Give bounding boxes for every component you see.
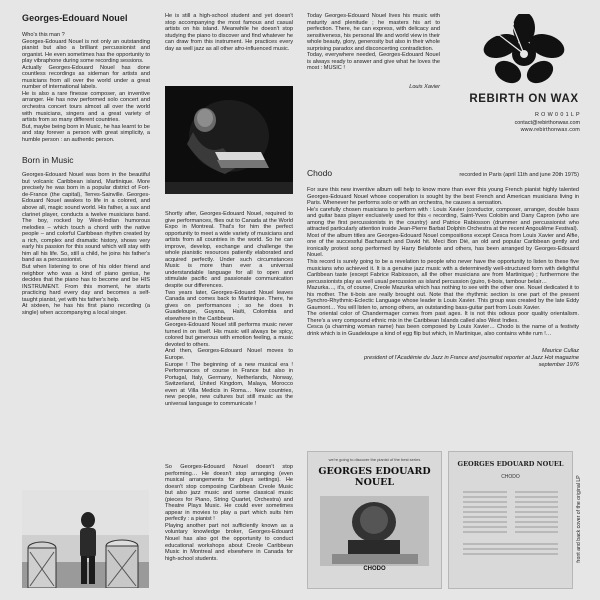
website-link[interactable]: www.rebirthonwax.com [520,127,580,133]
signature-name: Maurice Cullaz [542,347,579,354]
front-cover-banner: we're going to discover the pianist of the best series [328,457,421,462]
signature-louis-xavier: Louis Xavier [409,83,440,90]
front-cover-photo [308,492,441,572]
column-2-bottom [165,464,293,562]
signature-date: september 1976 [538,361,579,368]
front-cover-artist: GEORGES EDOUARD NOUEL [318,466,431,488]
born-in-music-heading: Born in Music [22,155,74,166]
career-text: Shortly after, Georges-Edouard Nouel, required to give performances, flies out to Canada at the World Expo in Montreal. That's for him the perfect opportunity to meet a wide variety of musicians and artists from all countries in the world. So he can improve, develop, exchange and challenge the whole pianistic resources patiently elaborated and acquired perfectly. Under such circumstances Music is more than ever a universal understandable language for all to open and stimulate pacific and passionate communication despite our differences. Two years later, Georges-Edouard Nouel leaves Canada and comes back to Martinique. There, he gives on performances ; so he does in Guadeloupe, Guyana, Haïti, Colombia and elsewhere in the Caribbean. Georges-Edouard Nouel still performs music never turned in on itself. His music will always be spicy, colored but generous with emotion feeling, a music devoted to others. And then, Georges-Edouard Nouel moves to Europe. Europe ! The beginning of a new musical era ! Performances of course in France but also in Portugal, Italy, Germany, Netherlands, Norway, Switzerland, United Kingdom, Malaya, Morocco even at Villa Medicis in Roma… New countries, new people, new cultures but still music as the universal language to communicate ! [165,211,293,407]
front-cover-title: CHODO [363,566,386,572]
column-2-top [165,13,293,52]
recording-info: recorded in Paris (april 11th and june 20th 1975) [459,172,579,178]
back-cover-image [448,451,573,589]
today-text: Today Georges-Edouard Nouel lives his music with maturity and plenitude ; he masters his art to perfection. There, he can express, with delicacy and sensitiveness, his personal life and world view in their whole beauty, glory, generosity but also in their whole surprising paradox and disconcerting contradiction. Today, everywhere needed, Georges-Edouard Nouel is always ready to answer and give what he loves the most : MUSIC ! [307,13,440,72]
back-cover-liner-notes [449,484,572,584]
chodo-text: For sure this new inventive album will help to know more than ever this young French pianist highly talented Georges-Edouard Nouel whose cooperation is sought by the best French and American musicians living in Paris. Whenever he performs solo or with an orchestra, he causes a sensation. He's carefully chosen musicians to perform with : Louis Xavier (conductor, composer, arranger, double bass and guitar bass player exclusively used for this « recording, Saint-Yves Colobin and Dany Capron (who are among the first percussionists in the country) and Patrice Rabiosson (drummer and percussionist who attracted particularly attention inside Jean-Pierre Barbat Dolphin Orchestra at the recent Angoulême Festival). Most of the album titles are Georges-Edouard Nouel compositions except Cesca from Louis Xavier and Alfie, one of the successful Bacharach and David hit. Meci Bon Dié, an old and popular Caribbean gently and ironically protest song performed by Harry Belafonte and others, has been arranged by Georges-Edouard Nouel. This record is surely going to be a revelation to people who never have the opportunity to listen to these five musicians who achieved it. It is a genuine jazz music with a determinedly well-structured form with delightful Caribbean taste (except Fabrice Rabiosson, all the other musicians are from Martinique) ; furthermore the percussionists play as well usual percussion as island percussion (guiro, ti-bois, tambour belair… Mazurka…, it's, of course, Creole Mazurka which has nothing to see with the other one. Nouel dedicated it to his mother. The ti-bois are really brought out. Note that the rhythmic section is one part of the present Synchro-Rhythmic-Eclectic Language whose leader is Louis Xavier. This group was created by the late Eddy Gaumont… You will listen to, among others, an outstanding bass-guitar part from Louis Xavier. The oriental color of Chandermager comes from past ages. It is not this odious poor quality orientalism. There's a very compound ethnic mix in the Caribbean Islands called also West Indies. Cesca (a charming woman name) has been composed by Louis Xavier… Chodo is the name of a festivity drink which is in Guadeloupe a kind of egg flip but which, in Martinique, also contains white rum !… [307,187,579,338]
chodo-section [307,168,579,369]
column-2-mid [165,211,293,407]
signature-title: president of l'Académie du Jazz in France and journalist reporter at Jazz Hot magazine [364,354,579,361]
intro-text: Who's this man ? Georges-Edouard Nouel is not only an outstanding pianist but also a brilliant percussionist and organist. He even sometimes has the opportunity to play vibraphone during some recording sessions. Actually Georges-Edouard Nouel has done countless recordings as sideman for artists and musicians from all over the world under a great number of international labels. He is also a rare finesse composer, an inventive arranger. He has now performed solo concert and orchestra concert tours almost all over the world with musicians, singers and a great variety of artists from so many different countries. But, maybe being born in Music, he has learnt to be and stay forever a person with great simplicity, a humble person : an authentic person. [22,32,150,143]
school-text: He is still a high-school student and yet doesn't stop accompanying the most famous and casual artists on his island. Meanwhile he doesn't stop studying the piano to discover and find whatever he can draw from this instrument. He practices every day as well jazz as all other afro-influenced music. [165,13,293,52]
catalog-number: R O W 0 0 1 L P [534,112,580,118]
front-cover-image [307,451,442,589]
label-logo [468,14,580,144]
born-in-music-text: Georges-Edouard Nouel was born in the beautiful but volcanic Caribbean island, Martinique. More precisely he was born in a popular district of Fort-de-France (the capital), Terres-Sainville. Georges-Edouard Nouel awakes to life in a colored, and above all, magic sound world. His father, a sax and clarinet player, conducts a twelve musicians band. The boy, rocked by West-Indian humorous melodies – which touch a chord with the native people – and colorful Caribbean rhythm created by a rich, complex and dramatic history, shows very early his passion for this sound which will stay with him all his life. So, still a child, he joins his father's band as a percussionist. But when listening to one of his older friend and neighbor who was a kind of piano genius, he decides that the piano has to become and be HIS INSTRUMENT. From this moment, he starts practicing hard every day and becomes a self-taught pianist, yet with his father's help. At sixteen, he has his first piano recording (a single) when accompanying a local singer. [22,172,150,316]
main-title: Georges-Edouard Nouel [22,13,128,23]
covers-caption: front and back cover of the original LP [576,475,582,563]
label-name: REBIRTH ON WAX [469,93,579,105]
composing-text: So Georges-Edouard Nouel doesn't stop performing… He doesn't stop arranging (even musical arrangements for plays settings). He doesn't stop composing Caribbean Creole Music but also jazz music and some classical music (pieces for Piano, String Quartet, Orchestra) and Theatre Plays Music. He could ever sometimes appear in movies to play a part which suits him perfectly : a pianist ! Playing another part not sufficiently known as a voluntary knowledge broker, Georges-Edouard Nouel has also got the opportunity to conduct educational workshops about Creole Caribbean Music in Montreal and elsewhere in Canada for high-school students. [165,464,293,562]
photo-pianist [165,86,293,194]
back-cover-title: CHODO [501,474,520,480]
contact-email[interactable]: contact@rebirthonwax.com [514,120,580,126]
back-cover-artist: GEORGES EDOUARD NOUEL [457,460,564,468]
column-1 [22,13,150,316]
chodo-heading: Chodo [307,168,333,178]
photo-young-drummer [22,490,149,588]
column-3-top [307,13,440,91]
hibiscus-logo-icon [468,14,580,94]
